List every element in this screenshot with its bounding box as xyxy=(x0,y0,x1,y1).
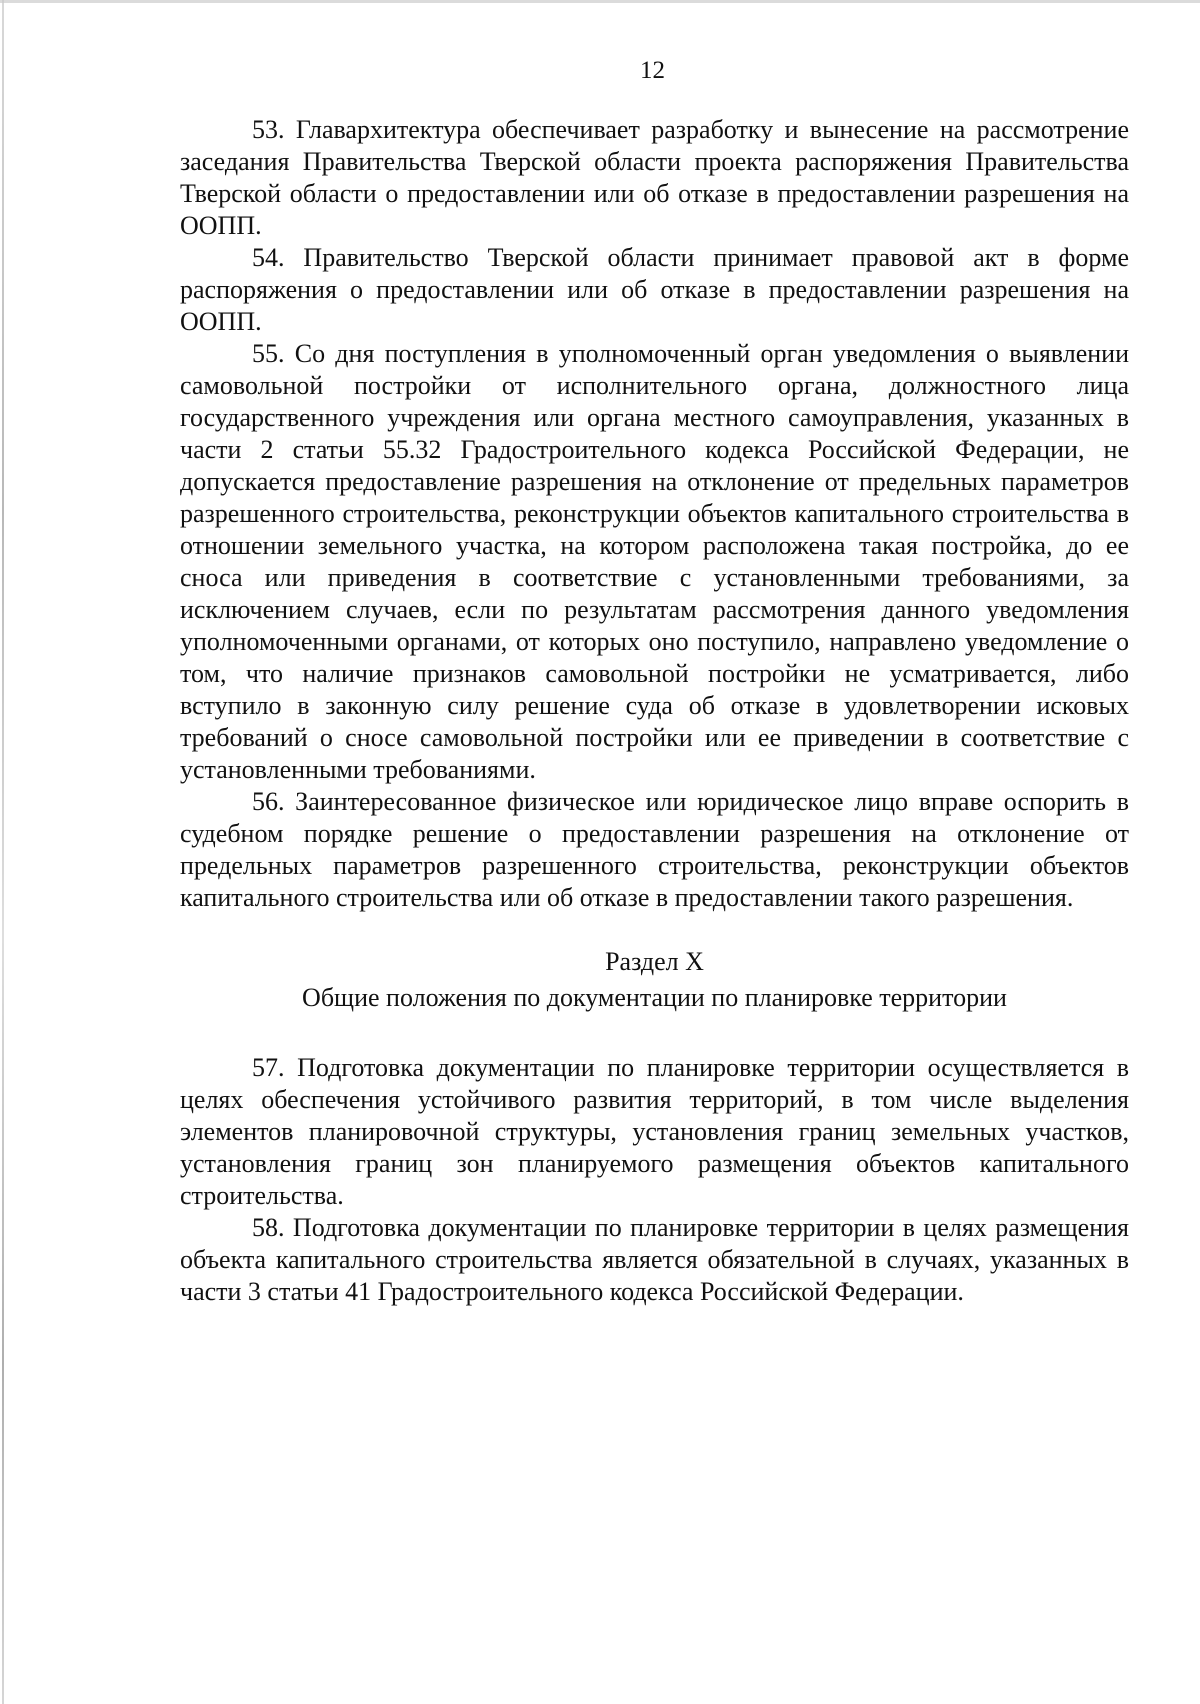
paragraph-56: 56. Заинтересованное физическое или юридическое лицо вправе оспорить в судебном порядке решение о предоставлении разрешения на отклонение от предельных параметров разрешенного строительства, реконструкции объектов капитального строительства или об отказе в предоставлении такого разрешения. xyxy=(180,787,1129,912)
scan-top-edge xyxy=(0,0,1200,3)
scan-left-edge xyxy=(2,0,4,1704)
paragraph-54: 54. Правительство Тверской области принимает правовой акт в форме распоряжения о предоставлении или об отказе в предоставлении разрешения на ООПП. xyxy=(180,243,1129,336)
section-title: Общие положения по документации по планировке территории xyxy=(302,983,1007,1012)
paragraph-58: 58. Подготовка документации по планировке территории в целях размещения объекта капитального строительства является обязательной в случаях, указанных в части 3 статьи 41 Градостроительного кодекса Российской Федерации. xyxy=(180,1213,1129,1306)
paragraph-57: 57. Подготовка документации по планировке территории осуществляется в целях обеспечения устойчивого развития территорий, в том числе выделения элементов планировочной структуры, установления границ земельных участков, установления границ зон планируемого размещения объектов капитального строительства. xyxy=(180,1053,1129,1210)
page-number: 12 xyxy=(640,57,665,84)
paragraph-55: 55. Со дня поступления в уполномоченный орган уведомления о выявлении самовольной постройки от исполнительного органа, должностного лица государственного учреждения или органа местного самоуправления, указанных в части 2 статьи 55.32 Градостроительного кодекса Российской Федерации, не допускается предоставление разрешения на отклонение от предельных параметров разрешенного строительства, реконструкции объектов капитального строительства в отношении земельного участка, на котором расположена такая постройка, до ее сноса или приведения в соответствие с установленными требованиями, за исключением случаев, если по результатам рассмотрения данного уведомления уполномоченными органами, от которых оно поступило, направлено уведомление о том, что наличие признаков самовольной постройки не усматривается, либо вступило в законную силу решение суда об отказе в удовлетворении исковых требований о сносе самовольной постройки или ее приведении в соответствие с установленными требованиями. xyxy=(180,339,1129,784)
paragraph-53: 53. Главархитектура обеспечивает разработку и вынесение на рассмотрение заседания Правительства Тверской области проекта распоряжения Правительства Тверской области о предоставлении или об отказе в предоставлении разрешения на ООПП. xyxy=(180,115,1129,240)
section-heading: Раздел X xyxy=(605,947,704,976)
document-body xyxy=(180,114,1129,1308)
